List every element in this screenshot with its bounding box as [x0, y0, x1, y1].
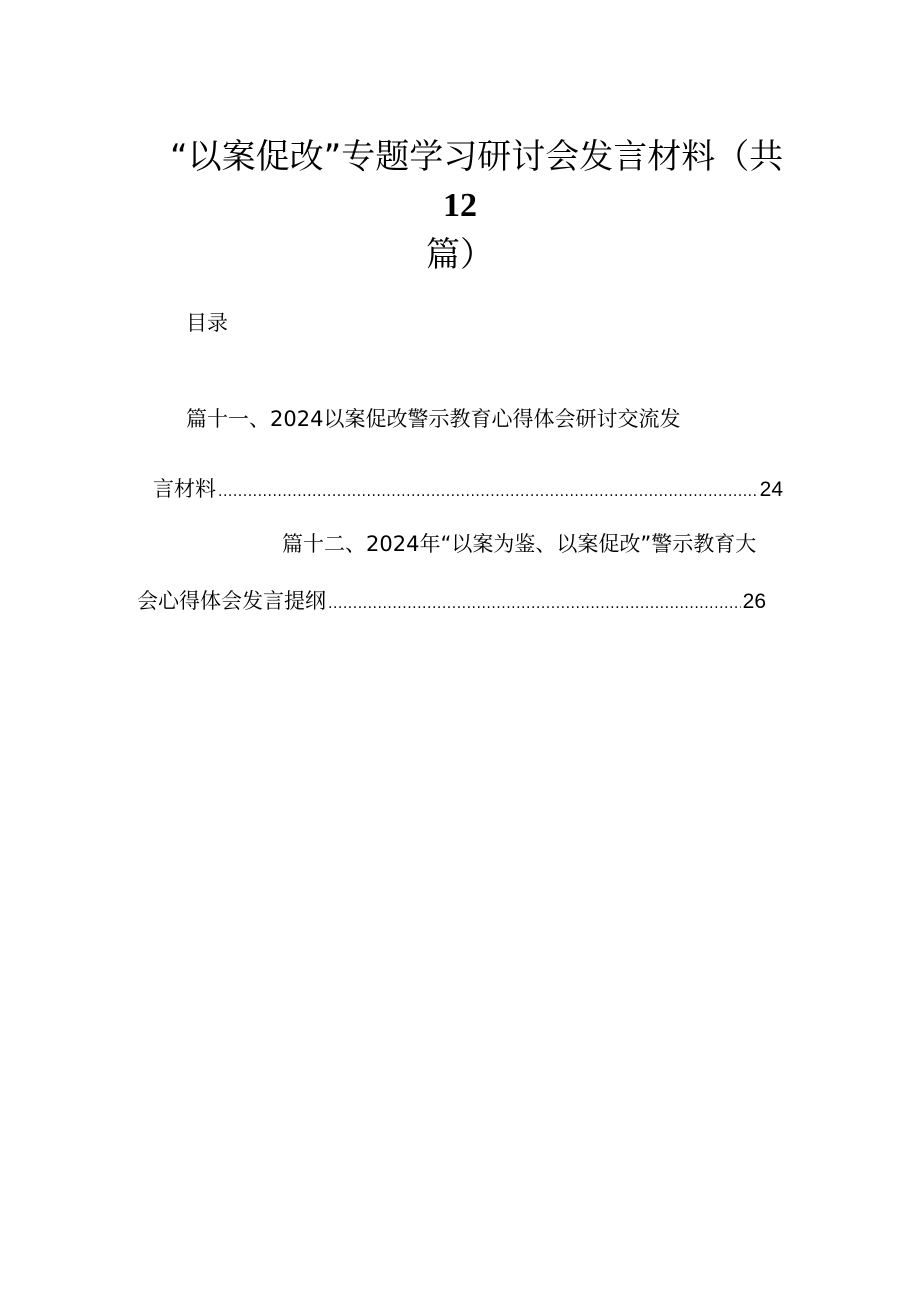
toc-entry-11-page-number: 24 — [759, 478, 783, 501]
toc-entry-12-row[interactable] — [137, 587, 766, 618]
dot-leader — [328, 590, 741, 618]
toc-heading: 目录 — [186, 311, 228, 335]
toc-entry-12-title[interactable]: 篇十二、2024年“以案为鉴、以案促改”警示教育大 — [282, 532, 757, 556]
document-title-line-3: 篇） — [426, 235, 494, 275]
dot-leader — [218, 478, 758, 506]
toc-entry-12-page-number: 26 — [742, 590, 766, 613]
document-title-line-2: 12 — [443, 187, 477, 224]
toc-entry-12-title-continued: 会心得体会发言提纲 — [137, 589, 326, 613]
toc-entry-11-title-continued: 言材料 — [153, 477, 216, 501]
toc-entry-11-row[interactable] — [153, 475, 783, 506]
toc-entry-11-title[interactable]: 篇十一、2024以案促改警示教育心得体会研讨交流发 — [186, 407, 681, 431]
document-title-line-1: “以案促改”专题学习研讨会发言材料（共 — [170, 137, 784, 177]
